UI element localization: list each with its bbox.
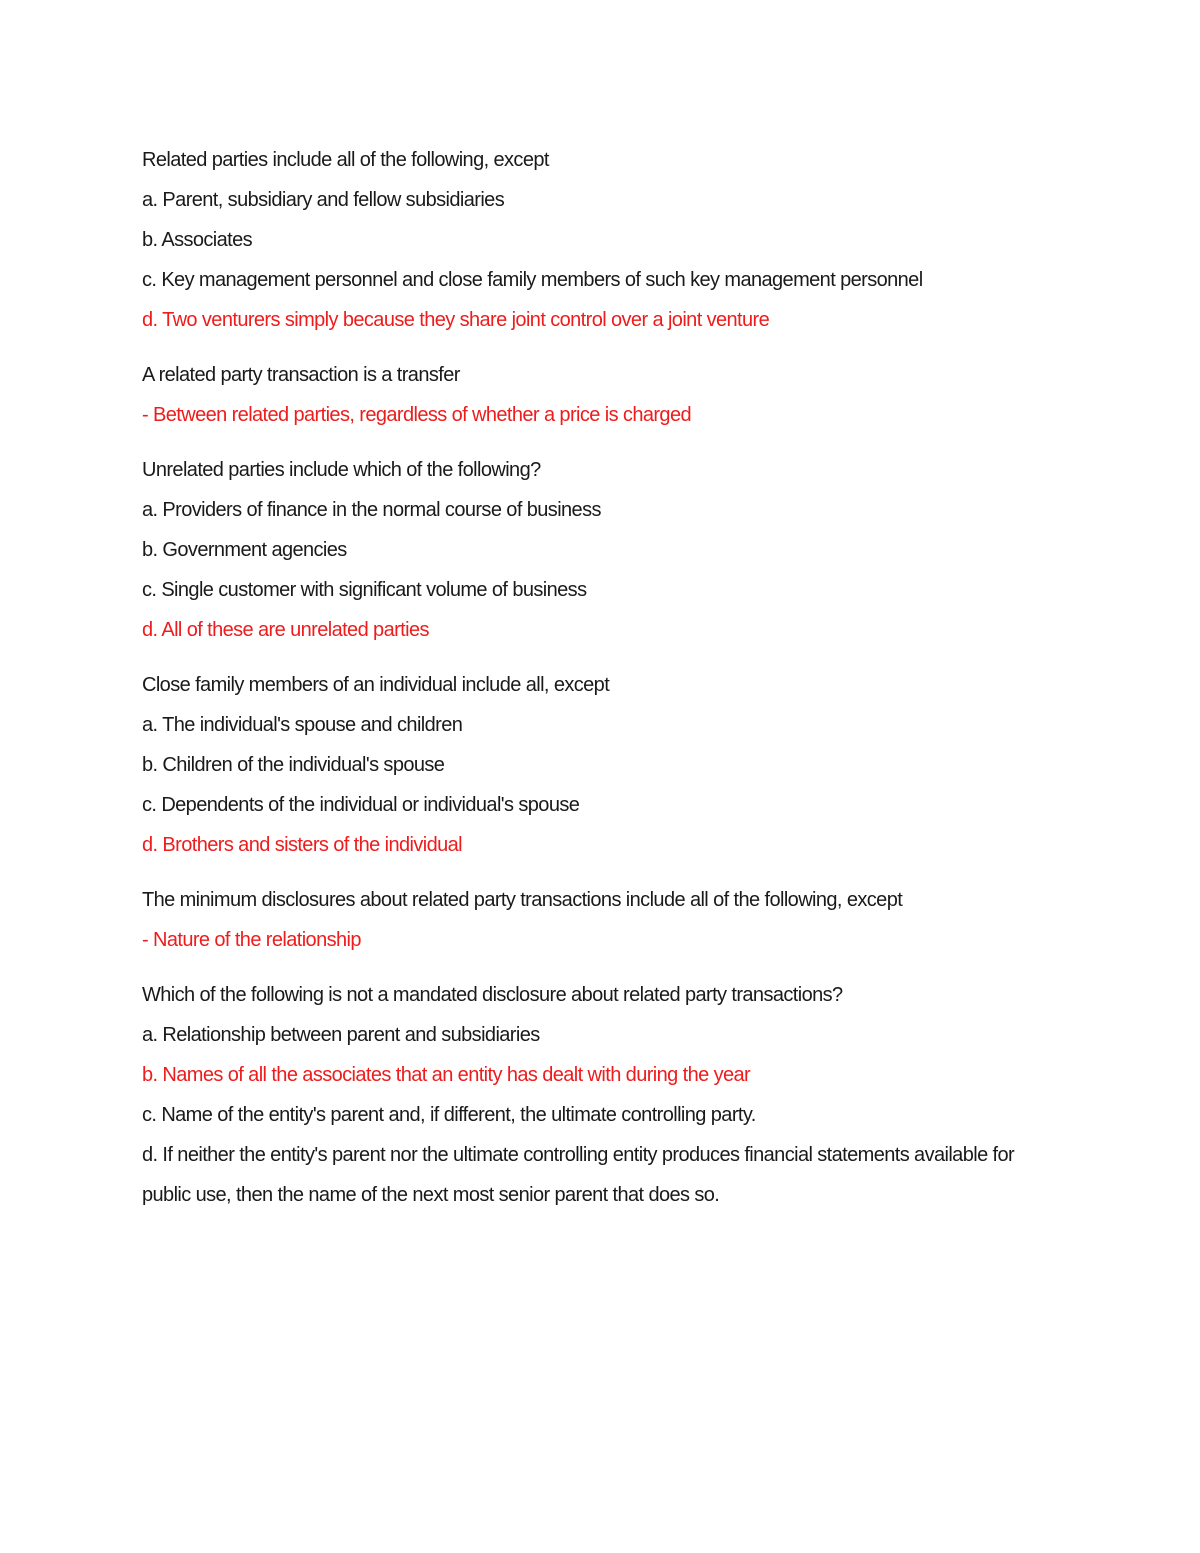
- question-6: [142, 975, 1062, 1215]
- question-1: [142, 140, 1062, 340]
- option-d-correct-answer: d. All of these are unrelated parties: [142, 619, 429, 641]
- option-a: a. Parent, subsidiary and fellow subsidiaries: [142, 189, 505, 211]
- option-c: c. Name of the entity's parent and, if different, the ultimate controlling party.: [142, 1104, 756, 1126]
- question-2: [142, 355, 1062, 435]
- option-d-correct-answer: d. Two venturers simply because they share joint control over a joint venture: [142, 309, 770, 331]
- question-5: [142, 880, 1062, 960]
- option-c: c. Single customer with significant volume of business: [142, 579, 587, 601]
- question-3: [142, 450, 1062, 650]
- option-b: b. Associates: [142, 229, 253, 251]
- option-d-correct-answer: d. Brothers and sisters of the individual: [142, 834, 463, 856]
- question-stem: The minimum disclosures about related party transactions include all of the following, except: [142, 889, 903, 911]
- question-stem: Related parties include all of the following, except: [142, 149, 549, 171]
- option-c: c. Dependents of the individual or individual's spouse: [142, 794, 580, 816]
- correct-answer: - Between related parties, regardless of whether a price is charged: [142, 404, 691, 426]
- document-page: [142, 140, 1062, 1230]
- option-a: a. Relationship between parent and subsidiaries: [142, 1024, 540, 1046]
- option-b: b. Children of the individual's spouse: [142, 754, 445, 776]
- correct-answer: - Nature of the relationship: [142, 929, 361, 951]
- question-stem: A related party transaction is a transfer: [142, 364, 460, 386]
- question-stem: Close family members of an individual include all, except: [142, 674, 610, 696]
- option-a: a. The individual's spouse and children: [142, 714, 463, 736]
- question-stem: Which of the following is not a mandated disclosure about related party transactions?: [142, 984, 843, 1006]
- option-a: a. Providers of finance in the normal course of business: [142, 499, 601, 521]
- question-stem: Unrelated parties include which of the following?: [142, 459, 541, 481]
- option-b: b. Government agencies: [142, 539, 347, 561]
- question-4: [142, 665, 1062, 865]
- option-c: c. Key management personnel and close family members of such key management personnel: [142, 269, 923, 291]
- option-d: d. If neither the entity's parent nor the ultimate controlling entity produces financial statements available for public use, then the name of the next most senior parent that does so.: [142, 1144, 1015, 1206]
- option-b-correct-answer: b. Names of all the associates that an entity has dealt with during the year: [142, 1064, 751, 1086]
